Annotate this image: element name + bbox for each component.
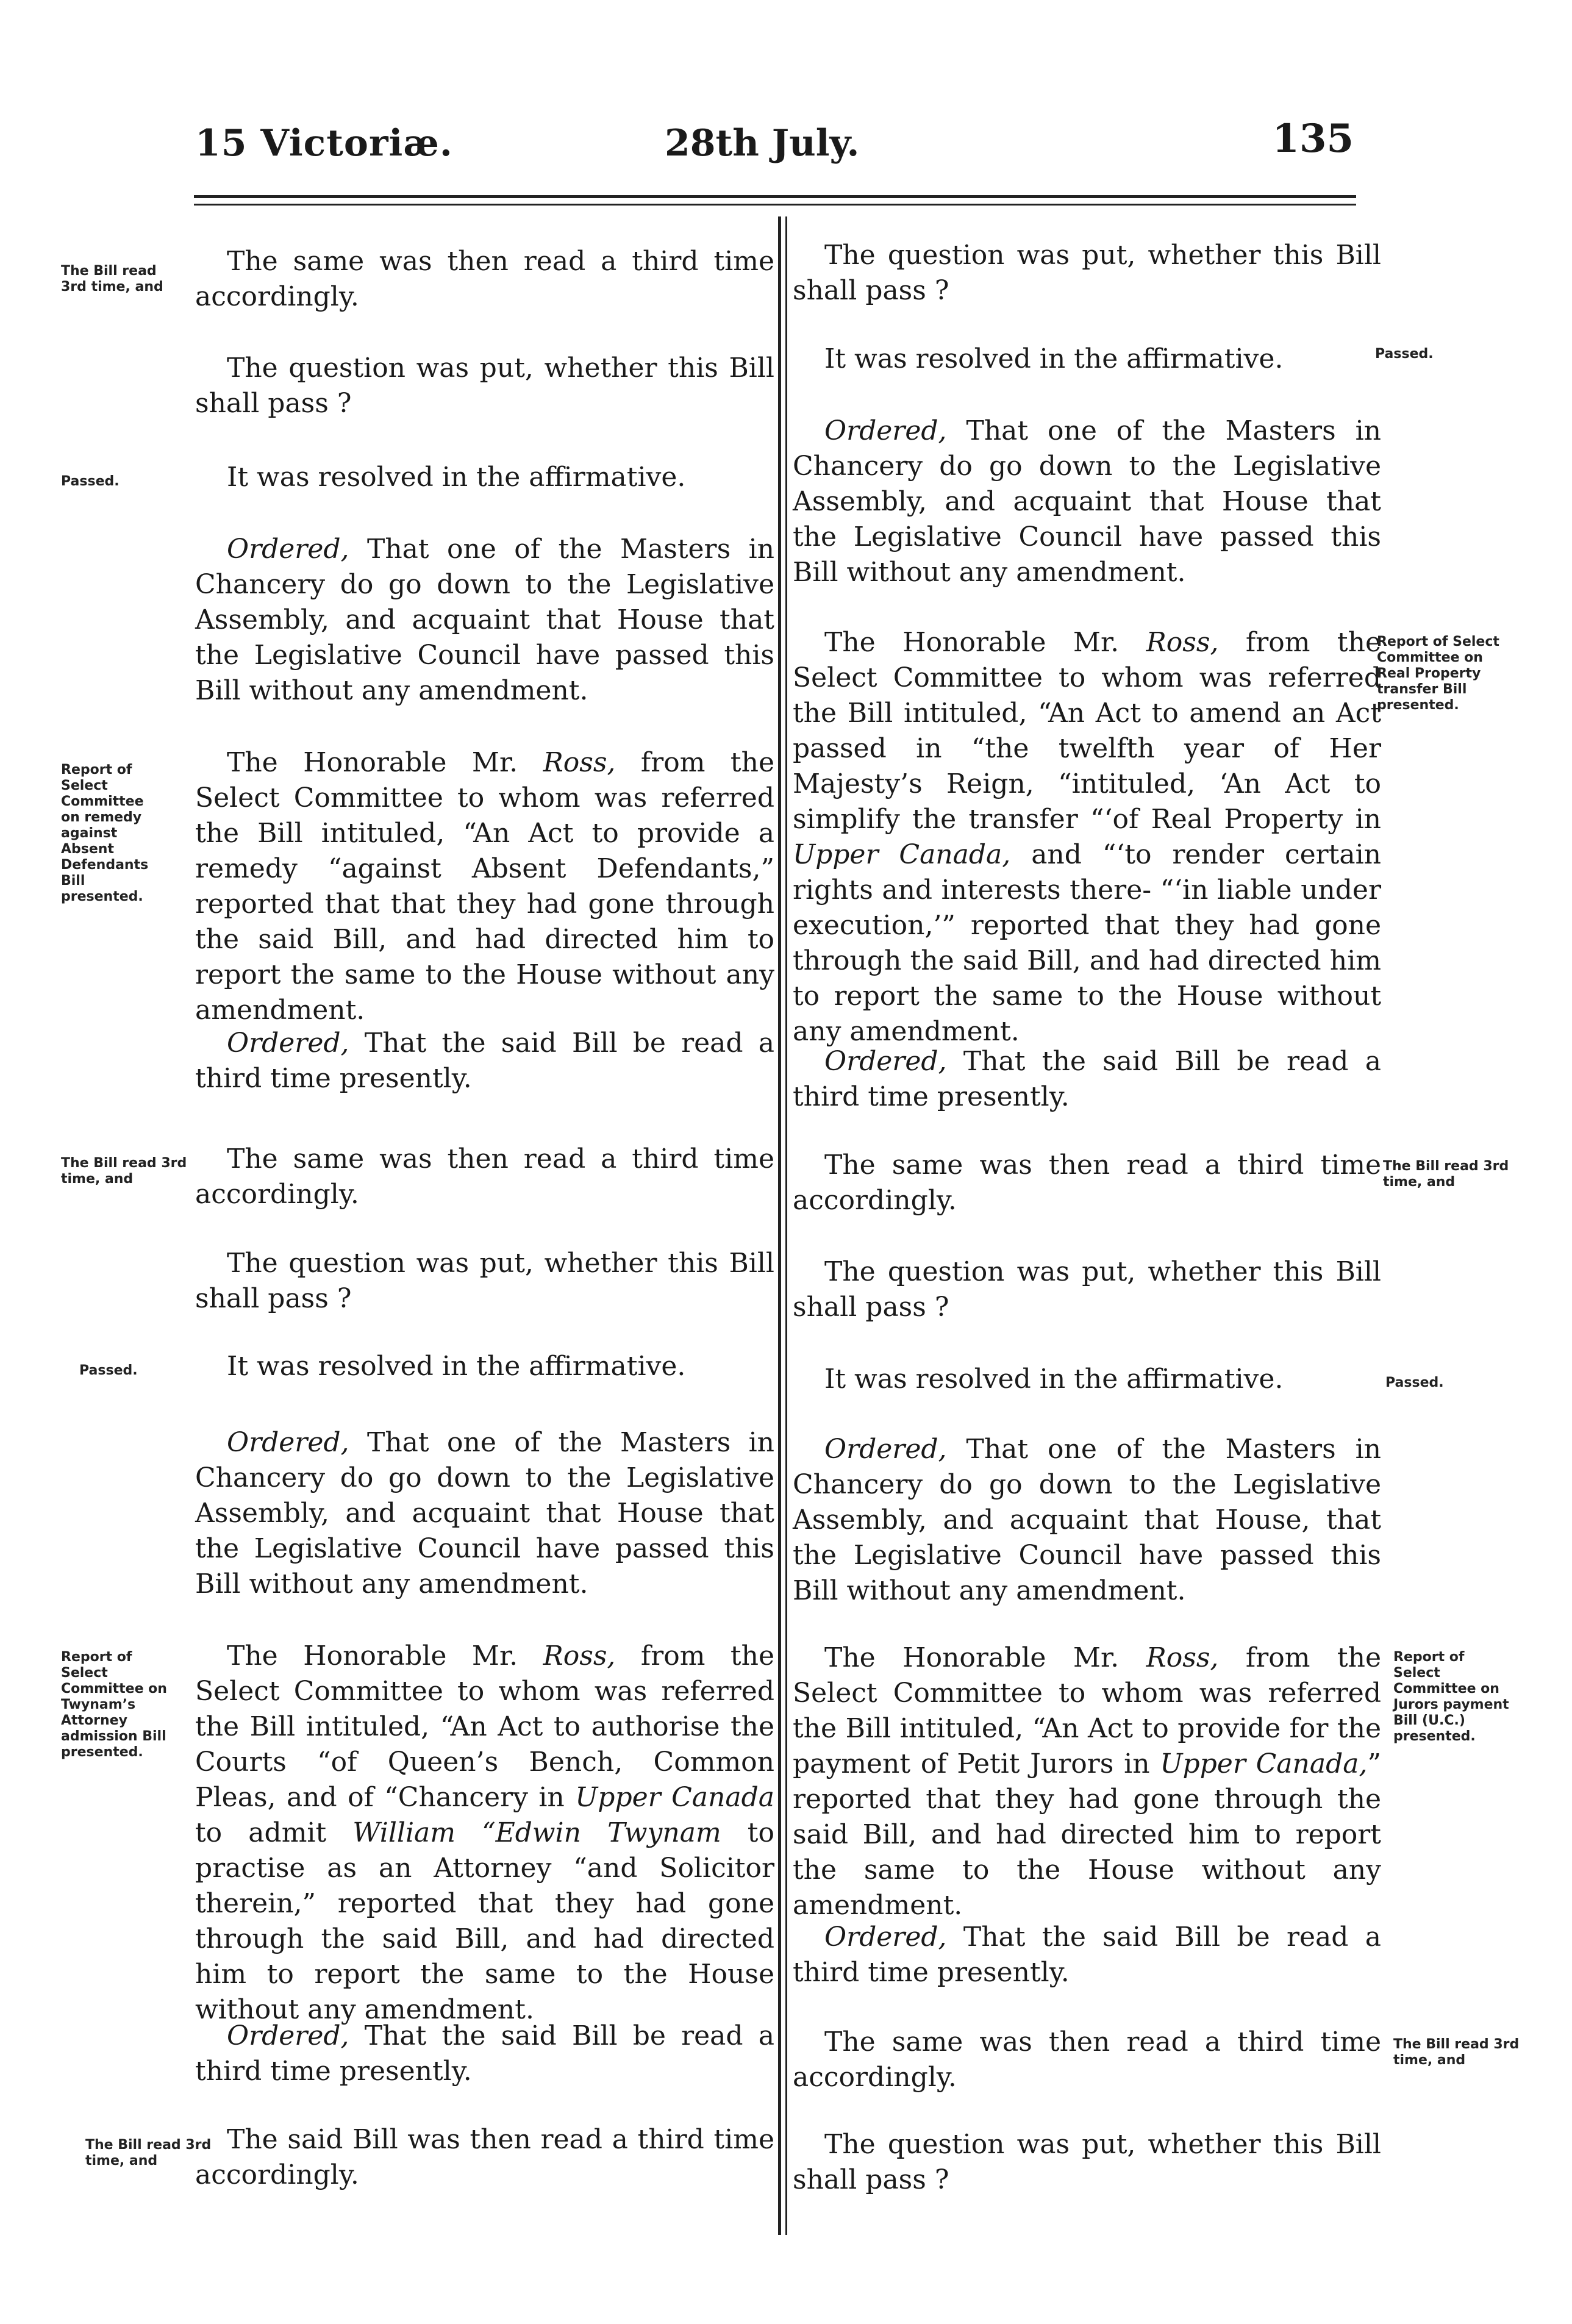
margin-note: Passed.: [61, 474, 120, 489]
margin-note: Report of Select Committee on Jurors payment Bill (U.C.) presented.: [1393, 1650, 1509, 1744]
paragraph: The Honorable Mr. Ross, from the Select Committee to whom was referred the Bill intituled, “An Act to provide a remedy “against Absent Defendants,” reported that that they had gone through the said Bill, and had directed him to report the same to the House without any amendment.: [195, 747, 774, 1026]
paragraph: The question was put, whether this Bill shall pass ?: [793, 1256, 1381, 1323]
column-divider-thin: [785, 216, 787, 2235]
paragraph: Ordered, That one of the Masters in Chancery do go down to the Legislative Assembly, and acquaint that House, that the Legislative Council have passed this Bill without any amendment.: [793, 1434, 1381, 1606]
paragraph: The same was then read a third time accordingly.: [793, 2026, 1381, 2093]
paragraph: The Honorable Mr. Ross, from the Select Committee to whom was referred the Bill intituled, “An Act to amend an Act passed in “the twelfth year of Her Majesty’s Reign, “intituled, ‘An Act to simplify the transfer “‘of Real Property in Upper Canada, and “‘to render certain rights and interests there- “‘in liable under execution,’” reported that they had gone through the said Bill, and had directed him to report the same to the House without any amendment.: [793, 627, 1381, 1047]
margin-note: The Bill read 3rd time, and: [85, 2137, 212, 2168]
paragraph: The same was then read a third time accordingly.: [195, 1143, 774, 1210]
paragraph: The said Bill was then read a third time accordingly.: [195, 2124, 774, 2190]
margin-note: Report of Select Committee on remedy against Absent Defendants Bill presented.: [61, 762, 149, 904]
paragraph: Ordered, That the said Bill be read a third time presently.: [195, 2020, 774, 2087]
paragraph: The Honorable Mr. Ross, from the Select Committee to whom was referred the Bill intituled, “An Act to provide for the payment of Petit Jurors in Upper Canada,” reported that they had gone through the said Bill, and had directed him to report the same to the House without any amendment.: [793, 1642, 1381, 1921]
margin-note: Passed.: [1385, 1375, 1444, 1390]
paragraph: The same was then read a third time accordingly.: [793, 1149, 1381, 1216]
margin-note: The Bill read 3rd time, and: [1383, 1159, 1509, 1190]
column-divider: [778, 216, 781, 2235]
paragraph: It was resolved in the affirmative.: [824, 343, 1284, 374]
margin-note: The Bill read 3rd time, and: [61, 263, 163, 295]
margin-note: Report of Select Committee on Real Property transfer Bill presented.: [1377, 634, 1499, 713]
paragraph: Ordered, That the said Bill be read a third time presently.: [793, 1922, 1381, 1988]
paragraph: It was resolved in the affirmative.: [824, 1364, 1284, 1395]
header-rule-thin: [194, 204, 1356, 206]
paragraph: It was resolved in the affirmative.: [227, 462, 686, 493]
margin-note: Passed.: [1375, 346, 1434, 362]
running-header: [183, 116, 1360, 177]
paragraph: The question was put, whether this Bill shall pass ?: [793, 240, 1381, 306]
paragraph: The same was then read a third time accordingly.: [195, 246, 774, 312]
paragraph: The question was put, whether this Bill shall pass ?: [793, 2129, 1381, 2195]
paragraph: The question was put, whether this Bill shall pass ?: [195, 352, 774, 419]
margin-note: The Bill read 3rd time, and: [61, 1156, 187, 1187]
paragraph: Ordered, That one of the Masters in Chancery do go down to the Legislative Assembly, and acquaint that House that the Legislative Council have passed this Bill without any amendment.: [793, 415, 1381, 588]
paragraph: Ordered, That the said Bill be read a third time presently.: [195, 1028, 774, 1094]
margin-note: The Bill read 3rd time, and: [1393, 2037, 1520, 2068]
header-rule: [194, 195, 1356, 198]
date-label: 28th July.: [665, 122, 860, 165]
margin-note: Report of Select Committee on Twynam’s Attorney admission Bill presented.: [61, 1650, 167, 1760]
session-label: 15 Victoriæ.: [195, 122, 453, 165]
paragraph: Ordered, That one of the Masters in Chancery do go down to the Legislative Assembly, and acquaint that House that the Legislative Council have passed this Bill without any amendment.: [195, 1427, 774, 1600]
paragraph: Ordered, That one of the Masters in Chancery do go down to the Legislative Assembly, and acquaint that House that the Legislative Council have passed this Bill without any amendment.: [195, 534, 774, 706]
paragraph: It was resolved in the affirmative.: [227, 1351, 686, 1382]
paragraph: The question was put, whether this Bill shall pass ?: [195, 1248, 774, 1314]
paragraph: The Honorable Mr. Ross, from the Select Committee to whom was referred the Bill intituled, “An Act to authorise the Courts “of Queen’s Bench, Common Pleas, and of “Chancery in Upper Canada to admit William “Edwin Twynam to practise as an Attorney “and Solicitor therein,” reported that they had gone through the said Bill, and had directed him to report the same to the House without any amendment.: [195, 1640, 774, 2025]
margin-note: Passed.: [79, 1363, 138, 1378]
paragraph: Ordered, That the said Bill be read a third time presently.: [793, 1046, 1381, 1112]
page-number: 135: [1272, 116, 1354, 162]
